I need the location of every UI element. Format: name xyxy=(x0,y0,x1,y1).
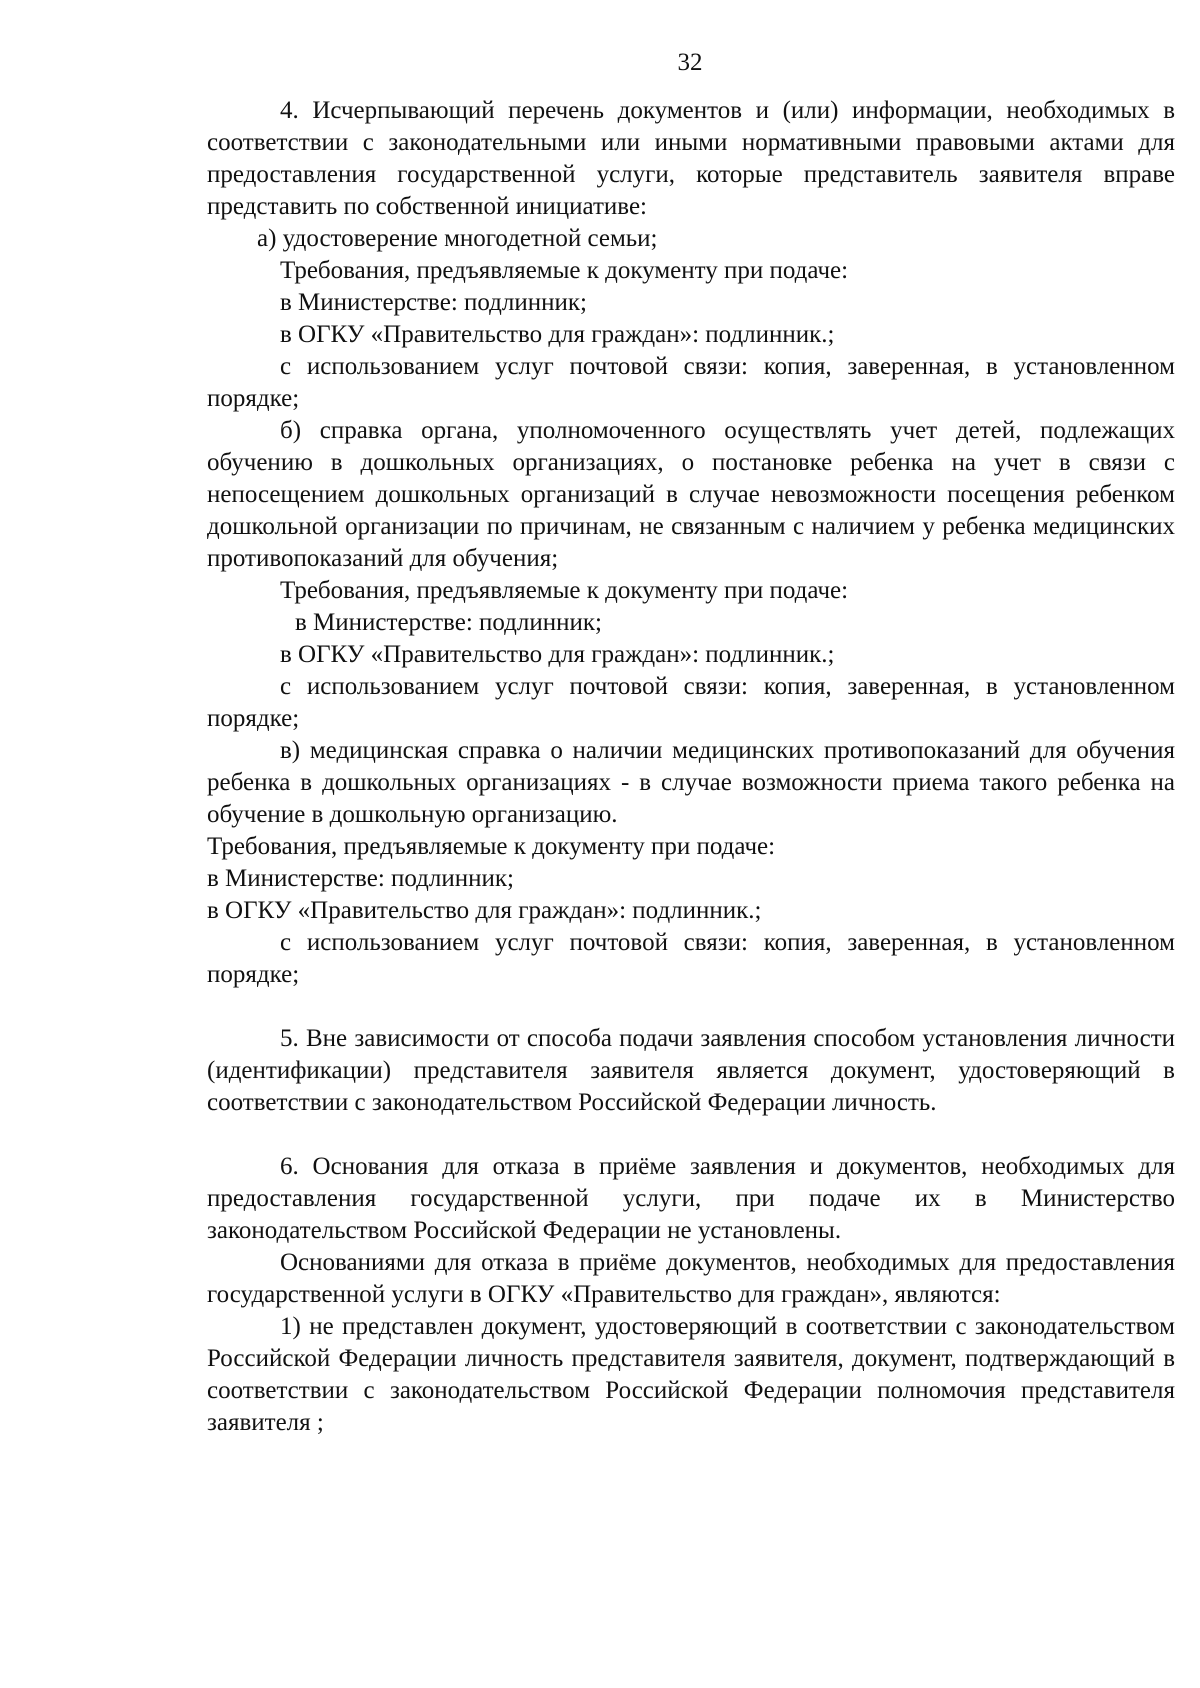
paragraph-6: 6. Основания для отказа в приёме заявления и документов, необходимых для предоставления государственной услуги, при подаче их в Министерство законодательством Российской Федерации не установлены. xyxy=(207,1153,1175,1244)
paragraph-6-item-1: 1) не представлен документ, удостоверяющий в соответствии с законодательством Российской Федерации личность представителя заявителя, документ, подтверждающий в соответствии с законодательством Российской Федерации полномочия представителя заявителя ; xyxy=(207,1313,1175,1436)
item-c-ministry: в Министерстве: подлинник; xyxy=(207,865,514,892)
paragraph-6-ogku: Основаниями для отказа в приёме документов, необходимых для предоставления государственной услуги в ОГКУ «Правительство для граждан», являются: xyxy=(207,1249,1175,1308)
paragraph-4: 4. Исчерпывающий перечень документов и (или) информации, необходимых в соответствии с законодательными или иными нормативными правовыми актами для предоставления государственной услуги, которые представитель заявителя вправе представить по собственной инициативе: xyxy=(207,97,1175,220)
item-b-ogku: в ОГКУ «Правительство для граждан»: подлинник.; xyxy=(280,641,835,668)
item-a-ogku: в ОГКУ «Правительство для граждан»: подлинник.; xyxy=(280,321,835,348)
page-number: 32 xyxy=(677,49,703,76)
item-c-requirements: Требования, предъявляемые к документу при подаче: xyxy=(207,833,776,860)
item-a-post: с использованием услуг почтовой связи: копия, заверенная, в установленном порядке; xyxy=(207,353,1175,412)
item-b-ministry: в Министерстве: подлинник; xyxy=(295,609,602,636)
item-c-post: с использованием услуг почтовой связи: копия, заверенная, в установленном порядке; xyxy=(207,929,1175,988)
item-c: в) медицинская справка о наличии медицинских противопоказаний для обучения ребенка в дошкольных организациях - в случае возможности приема такого ребенка на обучение в дошкольную организацию. xyxy=(207,737,1175,828)
item-a-ministry: в Министерстве: подлинник; xyxy=(280,289,587,316)
document-body xyxy=(207,95,1175,1439)
item-b: б) справка органа, уполномоченного осуществлять учет детей, подлежащих обучению в дошкольных организациях, о постановке ребенка на учет в связи с непосещением дошкольных организаций в случае невозможности посещения ребенком дошкольной организации по причинам, не связанным с наличием у ребенка медицинских противопоказаний для обучения; xyxy=(207,417,1175,572)
item-b-post: с использованием услуг почтовой связи: копия, заверенная, в установленном порядке; xyxy=(207,673,1175,732)
item-c-ogku: в ОГКУ «Правительство для граждан»: подлинник.; xyxy=(207,897,762,924)
paragraph-5: 5. Вне зависимости от способа подачи заявления способом установления личности (идентификации) представителя заявителя является документ, удостоверяющий в соответствии с законодательством Российской Федерации личность. xyxy=(207,1025,1175,1116)
item-a-requirements: Требования, предъявляемые к документу при подаче: xyxy=(280,257,849,284)
item-b-requirements: Требования, предъявляемые к документу при подаче: xyxy=(280,577,849,604)
item-a: а) удостоверение многодетной семьи; xyxy=(257,225,658,252)
